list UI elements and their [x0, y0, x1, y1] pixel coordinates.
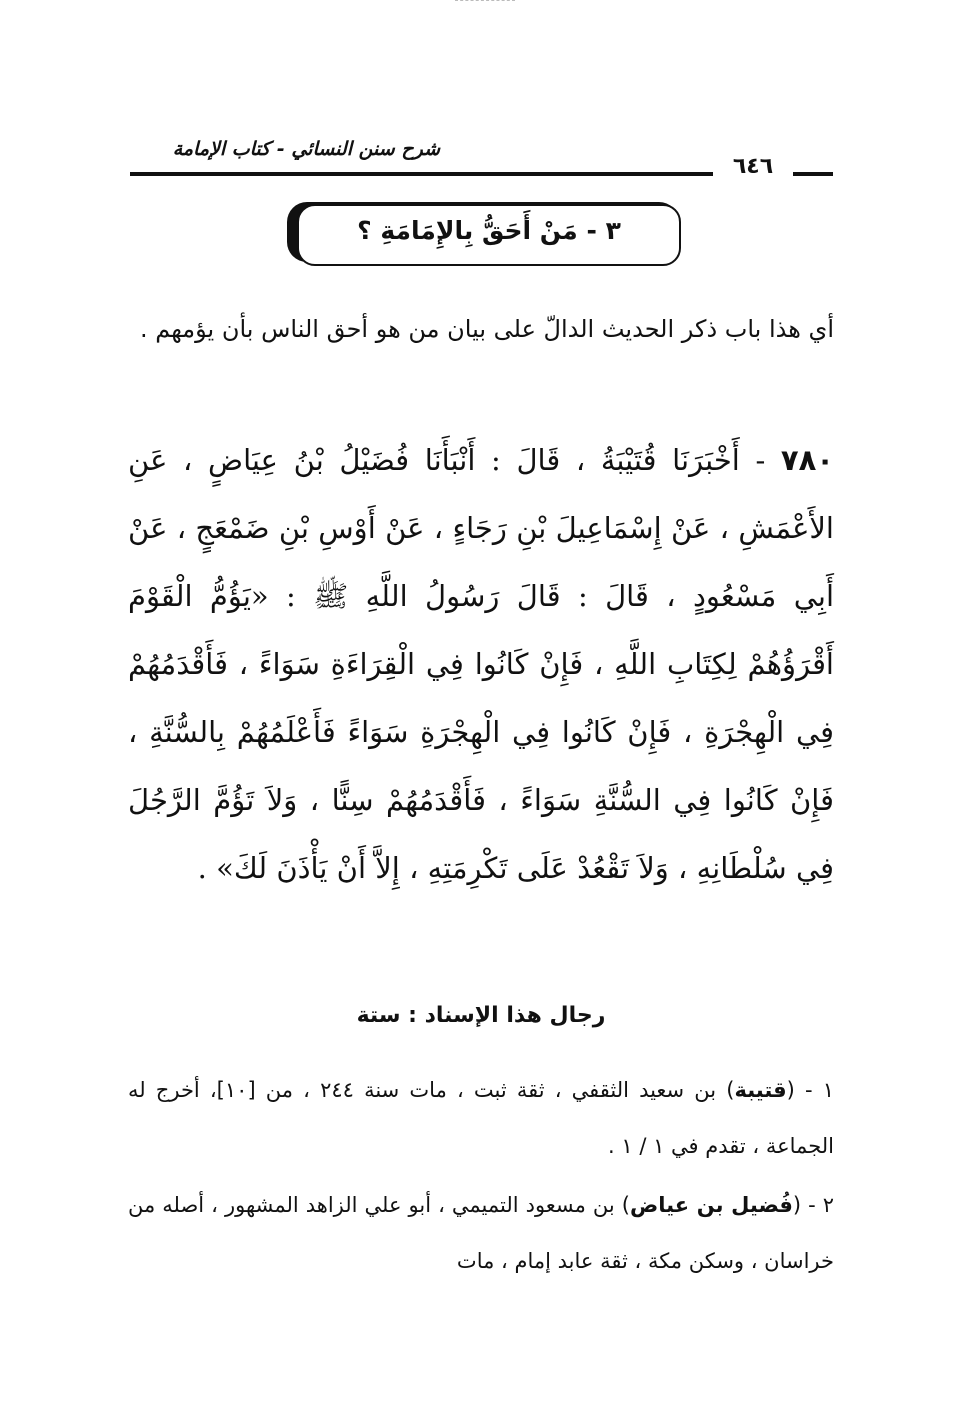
narrator-entry	[128, 1177, 834, 1289]
narrator-text: ) بن سعيد الثقفي ، ثقة ثبت ، مات سنة ٢٤٤ ، من [١٠]، أخرج له الجماعة ، تقدم في ١ / ١ .	[128, 1078, 834, 1158]
hadith-paragraph	[128, 426, 834, 902]
chapter-title: ٣ - مَنْ أَحَقُّ بِالإِمَامَةِ ؟	[357, 216, 621, 245]
narrator-name: فُضيل بن عياض	[629, 1193, 793, 1217]
header-rule-right	[793, 172, 833, 176]
narrators-heading: رجال هذا الإسناد : ستة	[356, 1003, 606, 1028]
page-number: ٦٤٦	[732, 154, 774, 179]
narrator-text: ) بن مسعود التميمي ، أبو علي الزاهد المشهور ، أصله من خراسان ، وسكن مكة ، ثقة عابد إمام ، مات	[128, 1193, 834, 1273]
intro-paragraph: أي هذا باب ذكر الحديث الدالّ على بيان من هو أحق الناس بأن يؤمهم .	[140, 315, 834, 343]
narrator-prefix: ١ - (	[786, 1078, 835, 1102]
narrator-entry	[128, 1062, 834, 1174]
header-rule	[130, 172, 713, 176]
narrator-prefix: ٢ - (	[792, 1193, 835, 1217]
hadith-number: ٧٨٠	[780, 443, 834, 477]
top-scan-mark	[455, 0, 515, 3]
running-header-title: شرح سنن النسائي - كتاب الإمامة	[172, 138, 440, 160]
hadith-text: - أَخْبَرَنَا قُتَيْبَةُ ، قَالَ : أَنْبَأَنَا فُضَيْلُ بْنُ عِيَاضٍ ، عَنِ الأَعْمَشِ ، عَنْ إِسْمَاعِيلَ بْنِ رَجَاءٍ ، عَنْ أَوْسِ بْنِ ضَمْعَجٍ ، عَنْ أَبِي مَسْعُودٍ ، قَالَ : قَالَ رَسُولُ اللَّهِ ﷺ : «يَؤُمُّ الْقَوْمَ أَقْرَؤُهُمْ لِكِتَابِ اللَّهِ ، فَإِنْ كَانُوا فِي الْقِرَاءَةِ سَوَاءً ، فَأَقْدَمُهُمْ فِي الْهِجْرَةِ ، فَإِنْ كَانُوا فِي الْهِجْرَةِ سَوَاءً فَأَعْلَمُهُمْ بِالسُّنَّةِ ، فَإِنْ كَانُوا فِي السُّنَّةِ سَوَاءً ، فَأَقْدَمُهُمْ سِنًّا ، وَلاَ تَؤُمَّ الرَّجُلَ فِي سُلْطَانِهِ ، وَلاَ تَقْعُدْ عَلَى تَكْرِمَتِهِ ، إِلاَّ أَنْ يَأْذَنَ لَكَ» .	[128, 443, 834, 885]
narrator-name: قتيبة	[734, 1078, 787, 1102]
